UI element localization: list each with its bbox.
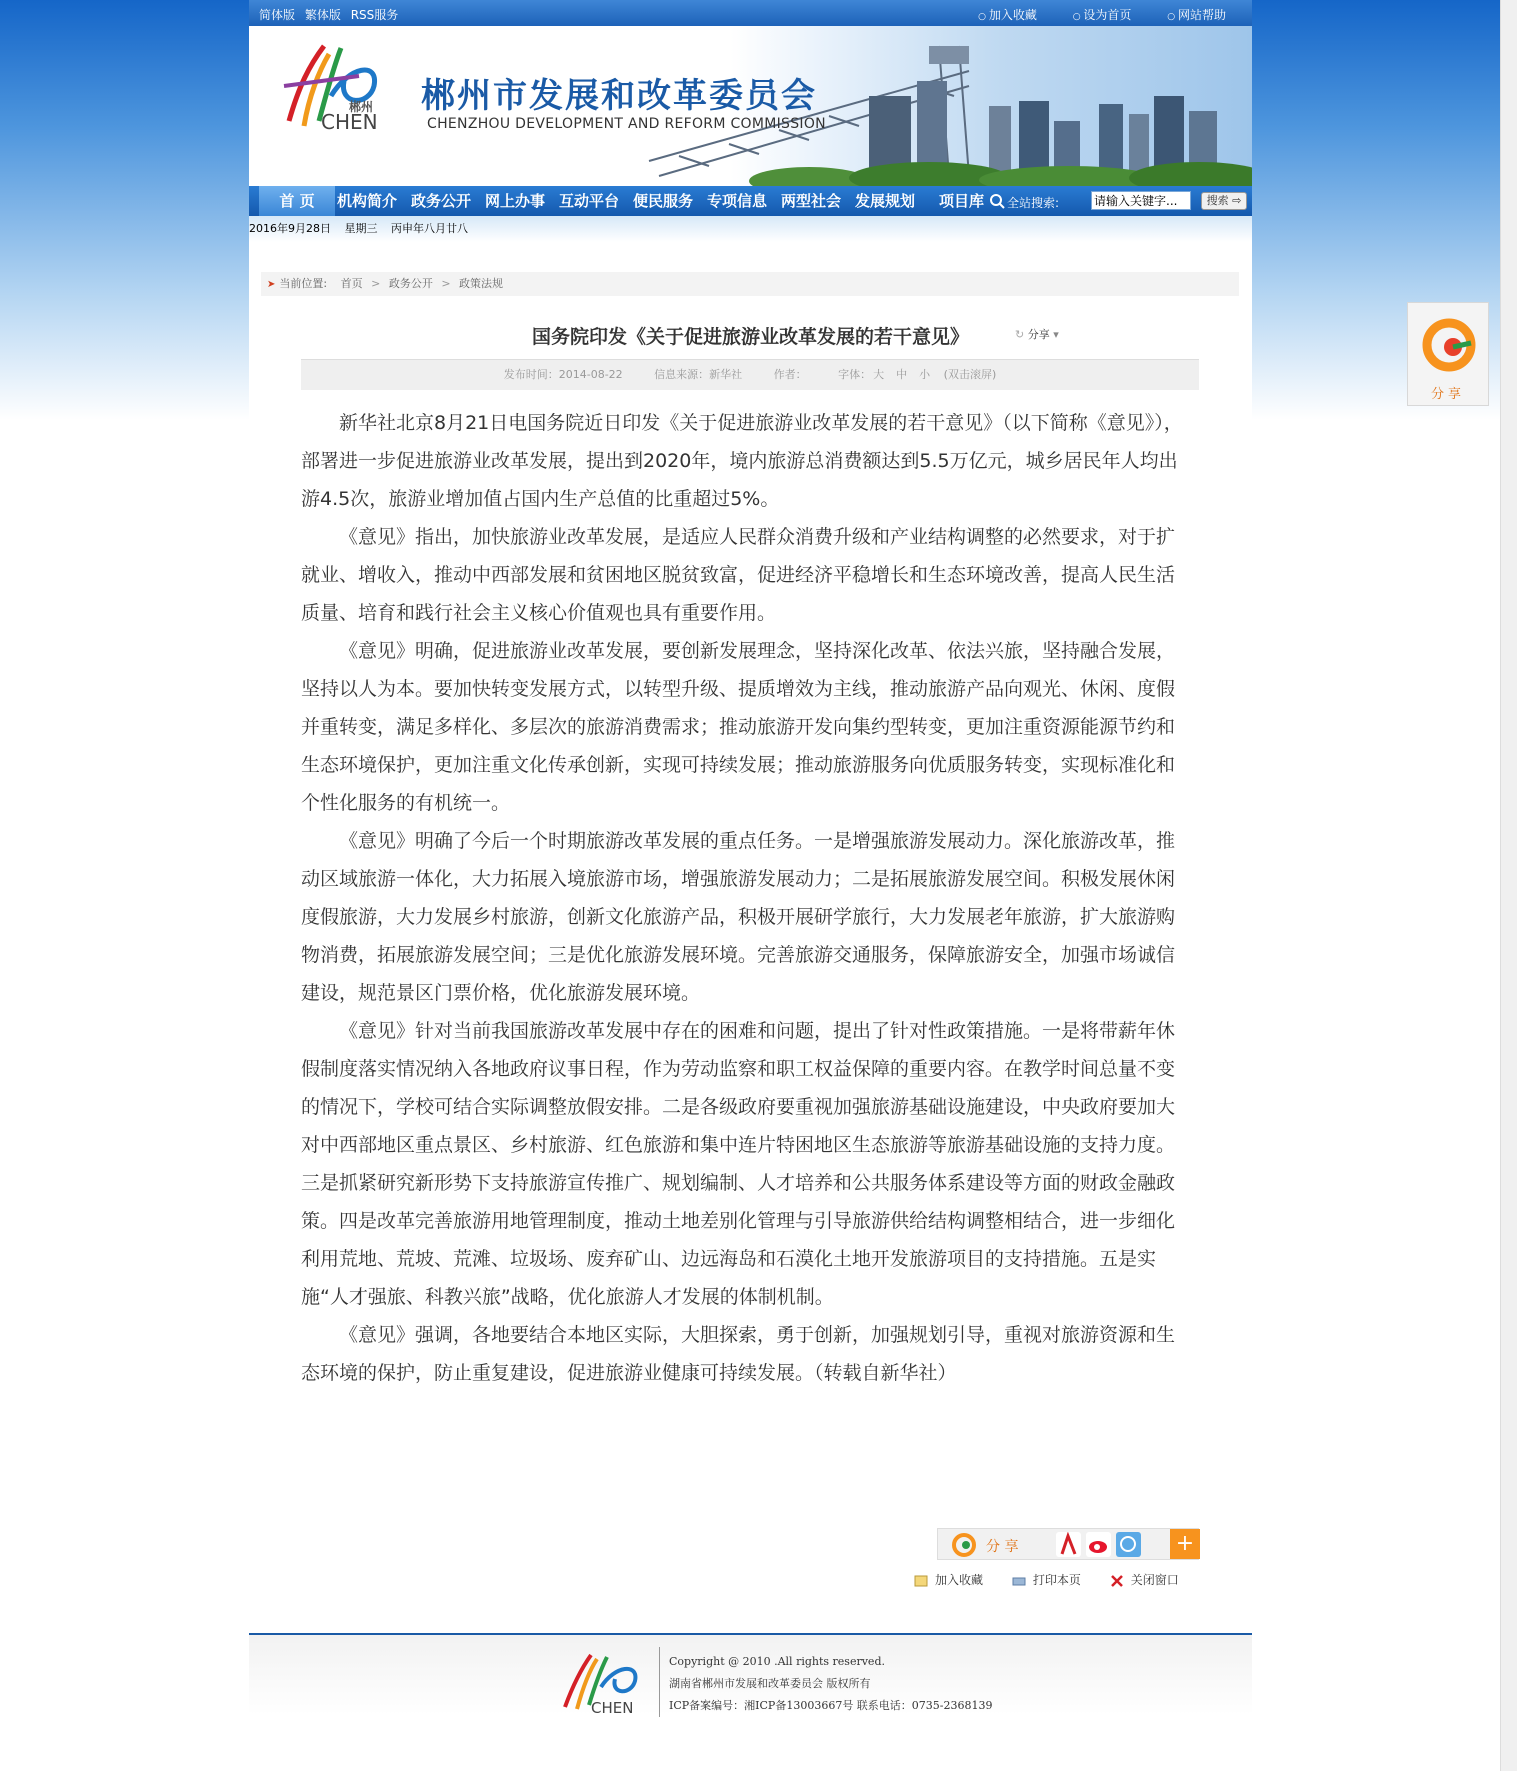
weibo-icon[interactable] xyxy=(1086,1532,1111,1557)
search-label: 全站搜索: xyxy=(1007,196,1060,210)
current-weekday: 星期三 xyxy=(344,222,378,235)
simplified-link[interactable]: 简体版 xyxy=(259,8,296,22)
favorite-icon xyxy=(913,1574,929,1588)
top-bar xyxy=(249,0,1252,26)
print-icon xyxy=(1011,1574,1027,1588)
breadcrumb-separator-icon: > xyxy=(441,277,451,290)
nav-home[interactable]: 首 页 xyxy=(259,186,335,216)
author: 作者： xyxy=(773,368,807,381)
footer-icp: ICP备案编号：湘ICP备13003667号 联系电话：0735-2368139 xyxy=(669,1699,993,1712)
lunar-date: 丙申年八月廿八 xyxy=(391,222,468,235)
footer-separator xyxy=(659,1647,660,1717)
article-paragraph: 《意见》指出，加快旅游业改革发展，是适应人民群众消费升级和产业结构调整的必然要求，对于扩就业、增收入，推动中西部发展和贫困地区脱贫致富，促进经济平稳增长和生态环境改善，提高人民生活质量、培育和践行社会主义核心价值观也具有重要作用。 xyxy=(301,526,1176,624)
footer-copyright: Copyright @ 2010 .All rights reserved. xyxy=(669,1655,885,1668)
current-date: 2016年9月28日 xyxy=(249,222,331,235)
breadcrumb-gov-open[interactable]: 政务公开 xyxy=(388,277,433,290)
main-nav xyxy=(249,186,1252,216)
breadcrumb-label: 当前位置: xyxy=(279,277,328,290)
side-share-button[interactable] xyxy=(1407,302,1489,406)
breadcrumb-arrow-icon: ➤ xyxy=(267,279,276,290)
close-icon xyxy=(1109,1574,1125,1588)
search-button[interactable]: 搜索 ⇨ xyxy=(1201,192,1247,210)
footer xyxy=(249,1635,1252,1715)
header-banner xyxy=(249,26,1252,186)
page-container xyxy=(249,0,1252,1771)
svg-text:CHEN: CHEN xyxy=(591,1699,634,1717)
breadcrumb-separator-icon: > xyxy=(371,277,381,290)
breadcrumb-home[interactable]: 首页 xyxy=(340,277,363,290)
nav-project-library[interactable]: 项目库 xyxy=(939,192,985,210)
side-share-label: 分享 xyxy=(1430,387,1465,402)
nav-special-info[interactable]: 专项信息 xyxy=(707,192,768,210)
breadcrumb-policy[interactable]: 政策法规 xyxy=(459,277,504,290)
nav-convenience[interactable]: 便民服务 xyxy=(633,192,694,210)
nav-about[interactable]: 机构简介 xyxy=(337,192,398,210)
nav-two-type-society[interactable]: 两型社会 xyxy=(781,192,842,210)
close-window-button[interactable]: 关闭窗口 xyxy=(1109,1573,1179,1587)
date-bar xyxy=(249,216,1252,242)
renren-icon[interactable] xyxy=(1056,1532,1081,1557)
info-source: 信息来源：新华社 xyxy=(654,368,743,381)
tencent-weibo-icon[interactable] xyxy=(1116,1532,1141,1557)
nav-planning[interactable]: 发展规划 xyxy=(855,192,916,210)
set-homepage-link[interactable]: ○ 设为首页 xyxy=(1073,8,1132,22)
nav-online-service[interactable]: 网上办事 xyxy=(485,192,546,210)
site-help-link[interactable]: ○ 网站帮助 xyxy=(1167,8,1226,22)
logo-en: CHEN xyxy=(321,110,378,134)
article-paragraph: 《意见》针对当前我国旅游改革发展中存在的困难和问题，提出了针对性政策措施。一是将带薪年休假制度落实情况纳入各地政府议事日程，作为劳动监察和职工权益保障的重要内容。在教学时间总量不变的情况下，学校可结合实际调整放假安排。二是各级政府要重视加强旅游基础设施建设，中央政府要加大对中西部地区重点景区、乡村旅游、红色旅游和集中连片特困地区生态旅游等旅游基础设施的支持力度。三是抓紧研究新形势下支持旅游宣传推广、规划编制、人才培养和公共服务体系建设等方面的财政金融政策。四是改革完善旅游用地管理制度，推动土地差别化管理与引导旅游供给结构调整相结合，进一步细化利用荒地、荒坡、荒滩、垃圾场、废弃矿山、边远海岛和石漠化土地开发旅游项目的支持措施。五是实施“人才强旅、科教兴旅”战略，优化旅游人才发展的体制机制。 xyxy=(301,1020,1176,1308)
font-size-label: 字体： xyxy=(838,368,872,381)
article-body xyxy=(301,404,1191,1392)
footer-logo-icon xyxy=(555,1647,655,1717)
site-subtitle: CHENZHOU DEVELOPMENT AND REFORM COMMISSION xyxy=(427,116,826,132)
print-button[interactable]: 打印本页 xyxy=(1011,1573,1085,1587)
share-logo-icon xyxy=(1421,313,1477,379)
traditional-link[interactable]: 繁体版 xyxy=(304,8,341,22)
add-favorite-link[interactable]: ○ 加入收藏 xyxy=(978,8,1037,22)
search-input[interactable] xyxy=(1091,191,1191,210)
publish-time: 发布时间：2014-08-22 xyxy=(503,368,623,381)
font-medium-button[interactable]: 中 xyxy=(896,368,908,381)
article-paragraph: 《意见》强调，各地要结合本地区实际，大胆探索，勇于创新，加强规划引导，重视对旅游资源和生态环境的保护，防止重复建设，促进旅游业健康可持续发展。（转载自新华社） xyxy=(301,1324,1176,1384)
breadcrumb xyxy=(261,272,1239,296)
footer-owner: 湖南省郴州市发展和改革委员会 版权所有 xyxy=(669,1677,871,1690)
share-label: 分 享 xyxy=(986,1539,1019,1555)
share-bar xyxy=(937,1528,1199,1560)
share-more-button[interactable]: + xyxy=(1170,1529,1200,1559)
article-paragraph: 《意见》明确了今后一个时期旅游改革发展的重点任务。一是增强旅游发展动力。深化旅游改革，推动区域旅游一体化，大力拓展入境旅游市场，增强旅游发展动力；二是拓展旅游发展空间。积极发展休闲度假旅游，大力发展乡村旅游，创新文化旅游产品，积极开展研学旅行，大力发展老年旅游，扩大旅游购物消费，拓展旅游发展空间；三是优化旅游发展环境。完善旅游交通服务，保障旅游安全，加强市场诚信建设，规范景区门票价格，优化旅游发展环境。 xyxy=(301,830,1176,1004)
chevron-down-icon: ▾ xyxy=(1053,328,1059,341)
share-small-icon: ↻ xyxy=(1015,328,1025,341)
font-large-button[interactable]: 大 xyxy=(873,368,885,381)
add-favorite-button[interactable]: 加入收藏 xyxy=(913,1573,987,1587)
rss-link[interactable]: RSS服务 xyxy=(350,8,399,22)
article-meta xyxy=(301,359,1199,390)
article-paragraph: 《意见》明确，促进旅游业改革发展，要创新发展理念，坚持深化改革、依法兴旅，坚持融合发展，坚持以人为本。要加快转变发展方式，以转型升级、提质增效为主线，推动旅游产品向观光、休闲、度假并重转变，满足多样化、多层次的旅游消费需求；推动旅游开发向集约型转变，更加注重资源能源节约和生态环境保护，更加注重文化传承创新，实现可持续发展；推动旅游服务向优质服务转变，实现标准化和个性化服务的有机统一。 xyxy=(301,640,1176,814)
article-tools xyxy=(913,1571,1203,1588)
logo-text: 郴州 xyxy=(349,100,374,114)
nav-gov-open[interactable]: 政务公开 xyxy=(411,192,472,210)
article-paragraph: 新华社北京8月21日电国务院近日印发《关于促进旅游业改革发展的若干意见》（以下简称《意见》），部署进一步促进旅游业改革发展，提出到2020年，境内旅游总消费额达到5.5万亿元，城乡居民年人均出游4.5次，旅游业增加值占国内生产总值的比重超过5%。 xyxy=(301,412,1183,510)
share-mini-button[interactable]: ↻ 分享 ▾ xyxy=(1015,328,1059,341)
nav-interaction[interactable]: 互动平台 xyxy=(559,192,620,210)
font-small-button[interactable]: 小 xyxy=(919,368,931,381)
vertical-scrollbar[interactable] xyxy=(1500,0,1517,1771)
site-title: 郴州市发展和改革委员会 xyxy=(421,76,817,116)
double-click-scroll: (双击滚屏) xyxy=(943,368,997,381)
share-logo-icon xyxy=(952,1533,976,1561)
search-icon xyxy=(989,193,1005,213)
article-title: 国务院印发《关于促进旅游业改革发展的若干意见》 xyxy=(531,326,969,348)
